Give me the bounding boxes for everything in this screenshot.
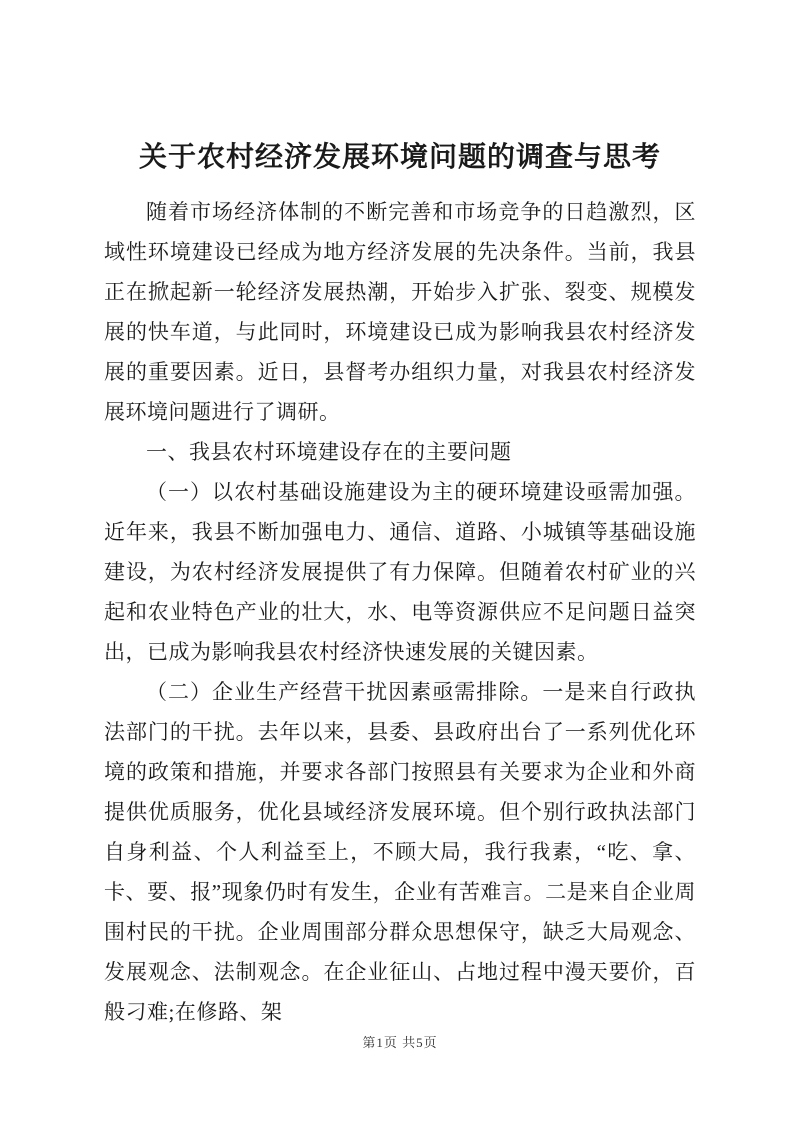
- section-heading: 一、我县农村环境建设存在的主要问题: [146, 440, 512, 464]
- paragraph-item-2: （二）企业生产经营干扰因素亟需排除。一是来自行政执法部门的干扰。去年以来，县委、县政府出台了一系列优化环境的政策和措施，并要求各部门按照县有关要求为企业和外商提供优质服务，优化县域经济发展环境。但个别行政执法部门自身利益、个人利益至上，不顾大局，我行我素，“吃、拿、卡、要、报”现象仍时有发生，企业有苦难言。二是来自企业周围村民的干扰。企业周围部分群众思想保守，缺乏大局观念、发展观念、法制观念。在企业征山、占地过程中漫天要价，百般刁难;在修路、架: [104, 680, 696, 1024]
- paragraph-item-1: （一）以农村基础设施建设为主的硬环境建设亟需加强。近年来，我县不断加强电力、通信、道路、小城镇等基础设施建设，为农村经济发展提供了有力保障。但随着农村矿业的兴起和农业特色产业的壮大，水、电等资源供应不足问题日益突出，已成为影响我县农村经济快速发展的关键因素。: [104, 480, 696, 664]
- paragraph-intro: 随着市场经济体制的不断完善和市场竞争的日趋激烈，区域性环境建设已经成为地方经济发展的先决条件。当前，我县正在掀起新一轮经济发展热潮，开始步入扩张、裂变、规模发展的快车道，与此同时，环境建设已成为影响我县农村经济发展的重要因素。近日，县督考办组织力量，对我县农村经济发展环境问题进行了调研。: [104, 200, 696, 424]
- page-footer: 第1页 共5页: [362, 1035, 438, 1050]
- page-title: 关于农村经济发展环境问题的调查与思考: [138, 142, 661, 173]
